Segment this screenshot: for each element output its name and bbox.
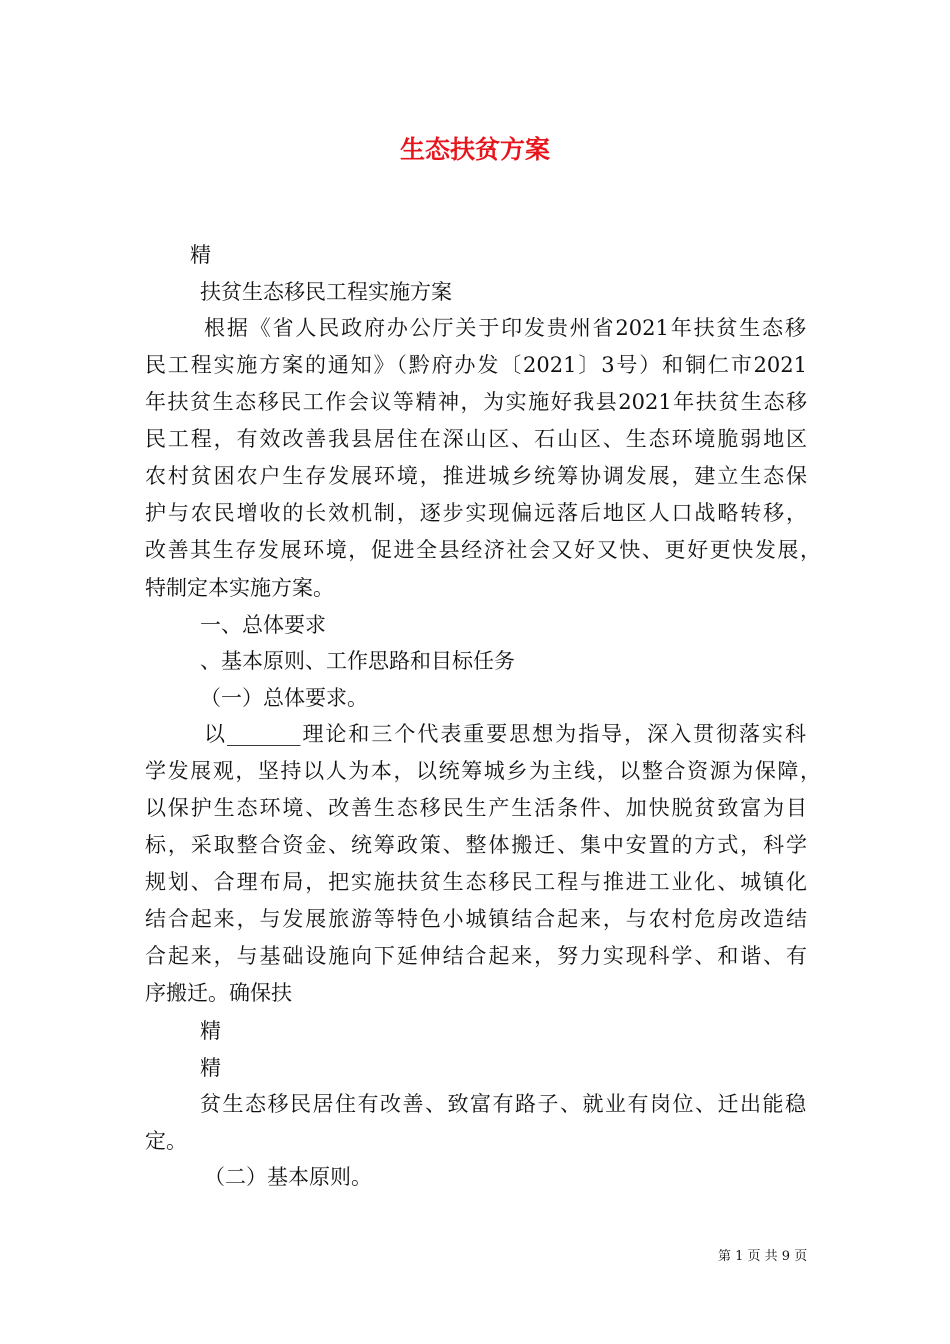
text-line: 特制定本实施方案。 bbox=[145, 576, 334, 600]
text-line: 扶贫生态移民工程实施方案 bbox=[200, 280, 452, 304]
text-line: 贫生态移民居住有改善、致富有路子、就业有岗位、迁出能稳 bbox=[200, 1092, 806, 1116]
text-line: 学发展观，坚持以人为本，以统筹城乡为主线，以整合资源为保障， bbox=[145, 759, 821, 783]
section-heading: 一、总体要求 bbox=[200, 613, 326, 637]
text-line: 根据《省人民政府办公厅关于印发贵州省2021年扶贫生态移 bbox=[204, 316, 806, 340]
text-line: 护与农民增收的长效机制，逐步实现偏远落后地区人口战略转移， bbox=[145, 501, 807, 525]
text-line: 规划、合理布局，把实施扶贫生态移民工程与推进工业化、城镇化 bbox=[145, 870, 807, 894]
text-line: 民工程，有效改善我县居住在深山区、石山区、生态环境脆弱地区 bbox=[145, 427, 807, 451]
text-line: 精 bbox=[200, 1019, 221, 1043]
text-line: 序搬迁。确保扶 bbox=[145, 981, 292, 1005]
text-line: 结合起来，与发展旅游等特色小城镇结合起来，与农村危房改造结 bbox=[145, 907, 807, 931]
subsection-heading: （一）总体要求。 bbox=[200, 686, 368, 710]
text-line: 民工程实施方案的通知》（黔府办发〔2021〕3号）和铜仁市2021 bbox=[145, 353, 807, 377]
text-line: 以_______理论和三个代表重要思想为指导，深入贯彻落实科 bbox=[204, 722, 806, 746]
subsection-heading: （二）基本原则。 bbox=[204, 1165, 372, 1189]
text-line: 精 bbox=[190, 243, 211, 267]
text-line: 农村贫困农户生存发展环境，推进城乡统筹协调发展，建立生态保 bbox=[145, 464, 807, 488]
text-line: 改善其生存发展环境，促进全县经济社会又好又快、更好更快发展， bbox=[145, 538, 821, 562]
text-line: 合起来，与基础设施向下延伸结合起来，努力实现科学、和谐、有 bbox=[145, 944, 807, 968]
text-line: 标，采取整合资金、统筹政策、整体搬迁、集中安置的方式，科学 bbox=[145, 833, 807, 857]
text-line: 精 bbox=[200, 1056, 221, 1080]
text-line: 定。 bbox=[145, 1129, 187, 1153]
page-number: 第 1 页 共 9 页 bbox=[718, 1249, 808, 1264]
text-line: 、基本原则、工作思路和目标任务 bbox=[200, 649, 515, 673]
document-title: 生态扶贫方案 bbox=[399, 135, 550, 164]
text-line: 年扶贫生态移民工作会议等精神，为实施好我县2021年扶贫生态移 bbox=[145, 390, 807, 414]
text-line: 以保护生态环境、改善生态移民生产生活条件、加快脱贫致富为目 bbox=[145, 796, 807, 820]
